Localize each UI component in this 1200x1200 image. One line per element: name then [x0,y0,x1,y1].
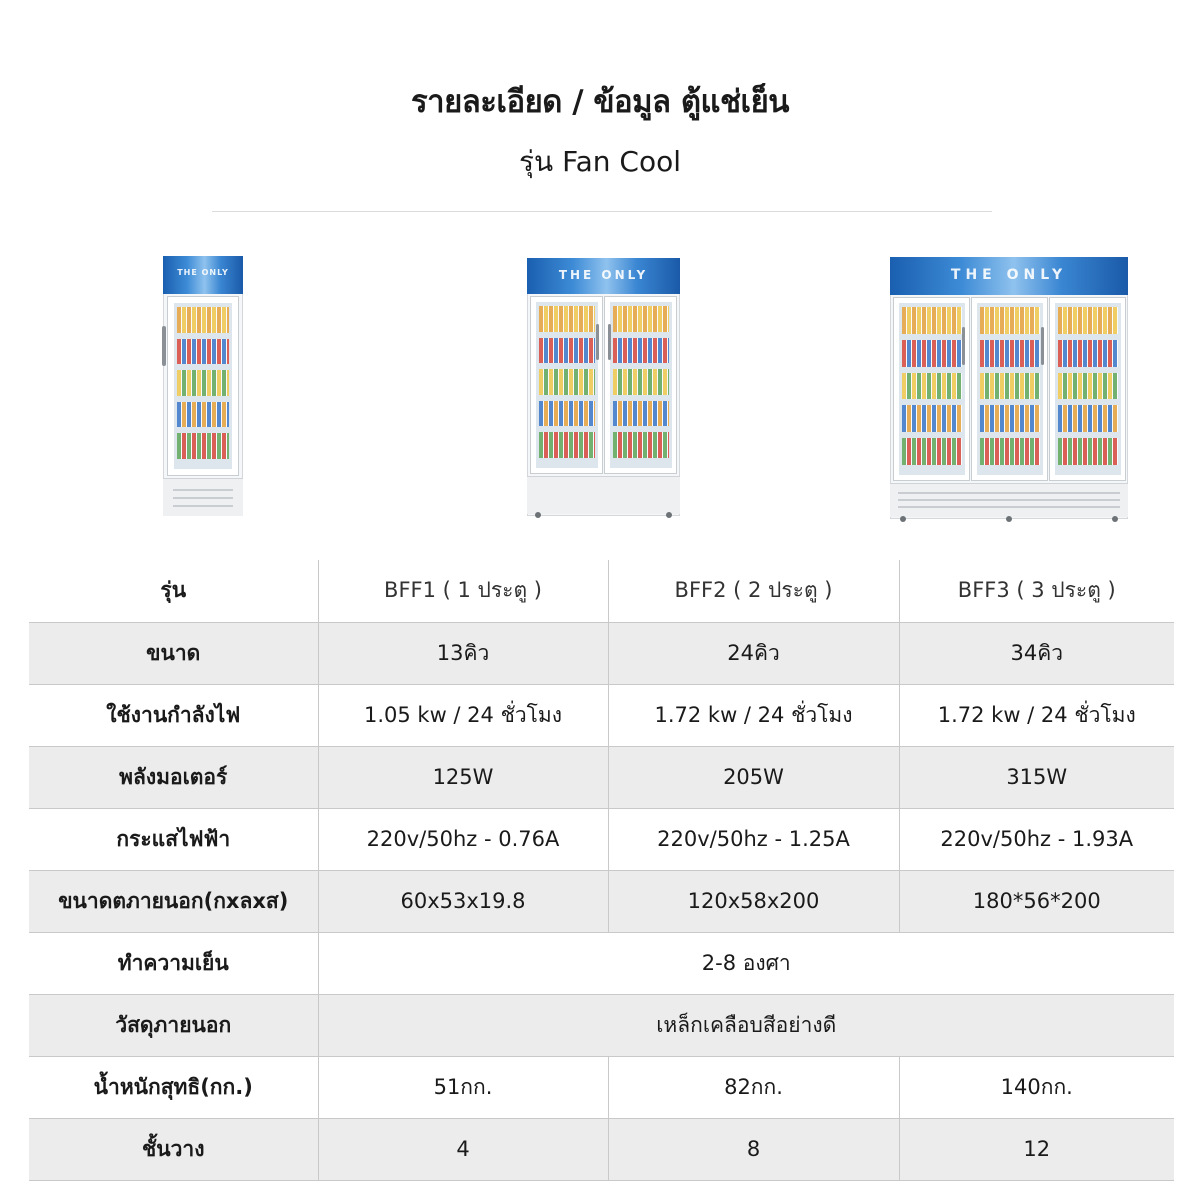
shelf-products [1058,307,1118,334]
shelf-products [902,340,962,367]
shelf-products [1058,373,1118,400]
fridge-door [167,296,239,476]
table-cell: 205W [608,746,899,808]
fridge-door-center [971,297,1048,481]
fridge-foot [900,516,906,522]
table-cell: 140กก. [899,1056,1174,1118]
fridge-base [163,478,243,516]
table-cell: 51กก. [318,1056,608,1118]
table-cell: 125W [318,746,608,808]
table-cell: 1.05 kw / 24 ชั่วโมง [318,684,608,746]
table-cell: 4 [318,1118,608,1180]
fridge-foot [1112,516,1118,522]
table-row [29,1118,1174,1180]
shelf-products [613,369,669,395]
shelf-products [177,402,229,428]
shelf-products [1058,438,1118,465]
glass-panel [899,303,965,475]
shelf-products [980,307,1040,334]
shelf-products [539,432,595,458]
row-label: ใช้งานกำลังไฟ [29,684,318,746]
brand-topper [890,257,1128,295]
topper-text: THE ONLY [558,268,649,282]
product-image-2-door [527,258,680,518]
table-row [29,684,1174,746]
topper-text: THE ONLY [177,268,229,277]
shelf-products [980,373,1040,400]
fridge-foot [666,512,672,518]
shelf-products [539,306,595,332]
topper-text: THE ONLY [950,267,1068,283]
shelf-products [980,340,1040,367]
row-label: รุ่น [29,560,318,622]
shelf-products [902,307,962,334]
shelf-products [902,405,962,432]
fridge-door-right [1049,297,1126,481]
door-handle [596,324,599,360]
fridge-door-left [530,296,603,474]
table-cell: 180*56*200 [899,870,1174,932]
fridge-base [527,476,680,514]
shelf-products [177,339,229,365]
door-handle [608,324,611,360]
row-label: น้ำหนักสุทธิ(กก.) [29,1056,318,1118]
brand-topper [527,258,680,294]
table-cell: เหล็กเคลือบสีอย่างดี [318,994,1174,1056]
table-cell: 13คิว [318,622,608,684]
shelf-products [539,338,595,364]
shelf-products [1058,405,1118,432]
row-label: วัสดุภายนอก [29,994,318,1056]
table-cell: 220v/50hz - 1.93A [899,808,1174,870]
spec-table [29,560,1174,1181]
fridge-foot [535,512,541,518]
table-cell: BFF3 ( 3 ประตู ) [899,560,1174,622]
shelf-products [613,338,669,364]
table-cell: 24คิว [608,622,899,684]
table-cell: 34คิว [899,622,1174,684]
table-cell: BFF1 ( 1 ประตู ) [318,560,608,622]
fridge-door-left [893,297,970,481]
shelf-products [613,401,669,427]
table-cell: 82กก. [608,1056,899,1118]
title-divider [212,211,992,212]
shelf-products [177,307,229,333]
glass-panel [174,303,232,469]
glass-panel [1055,303,1121,475]
fridge-door-right [604,296,677,474]
shelf-products [177,433,229,459]
shelf-products [613,306,669,332]
glass-panel [977,303,1043,475]
row-label: ชั้นวาง [29,1118,318,1180]
table-cell: BFF2 ( 2 ประตู ) [608,560,899,622]
table-cell: 220v/50hz - 0.76A [318,808,608,870]
table-row [29,622,1174,684]
table-row [29,932,1174,994]
shelf-products [980,438,1040,465]
table-row [29,1056,1174,1118]
row-label: พลังมอเตอร์ [29,746,318,808]
table-cell: 220v/50hz - 1.25A [608,808,899,870]
page-subtitle: รุ่น Fan Cool [518,145,681,178]
door-handle [162,326,166,366]
shelf-products [902,373,962,400]
table-row [29,560,1174,622]
table-cell: 8 [608,1118,899,1180]
row-label: กระแสไฟฟ้า [29,808,318,870]
shelf-products [1058,340,1118,367]
table-row [29,808,1174,870]
shelf-products [177,370,229,396]
shelf-products [539,401,595,427]
door-handle [1041,327,1044,365]
table-cell: 12 [899,1118,1174,1180]
table-row [29,994,1174,1056]
shelf-products [902,438,962,465]
product-image-1-door [163,256,243,516]
table-row [29,746,1174,808]
fridge-foot [1006,516,1012,522]
fridge-base [890,483,1128,517]
shelf-products [980,405,1040,432]
table-cell: 60x53x19.8 [318,870,608,932]
product-image-3-door [890,257,1128,523]
shelf-products [613,432,669,458]
row-label: ขนาด [29,622,318,684]
page-title: รายละเอียด / ข้อมูล ตู้แช่เย็น [411,84,789,120]
table-cell: 2-8 องศา [318,932,1174,994]
glass-panel [536,302,598,468]
brand-topper [163,256,243,294]
table-cell: 1.72 kw / 24 ชั่วโมง [899,684,1174,746]
table-row [29,870,1174,932]
glass-panel [610,302,672,468]
table-cell: 1.72 kw / 24 ชั่วโมง [608,684,899,746]
row-label: ขนาดตภายนอก(กxลxส) [29,870,318,932]
table-cell: 315W [899,746,1174,808]
row-label: ทำความเย็น [29,932,318,994]
table-cell: 120x58x200 [608,870,899,932]
door-handle [962,327,965,365]
shelf-products [539,369,595,395]
